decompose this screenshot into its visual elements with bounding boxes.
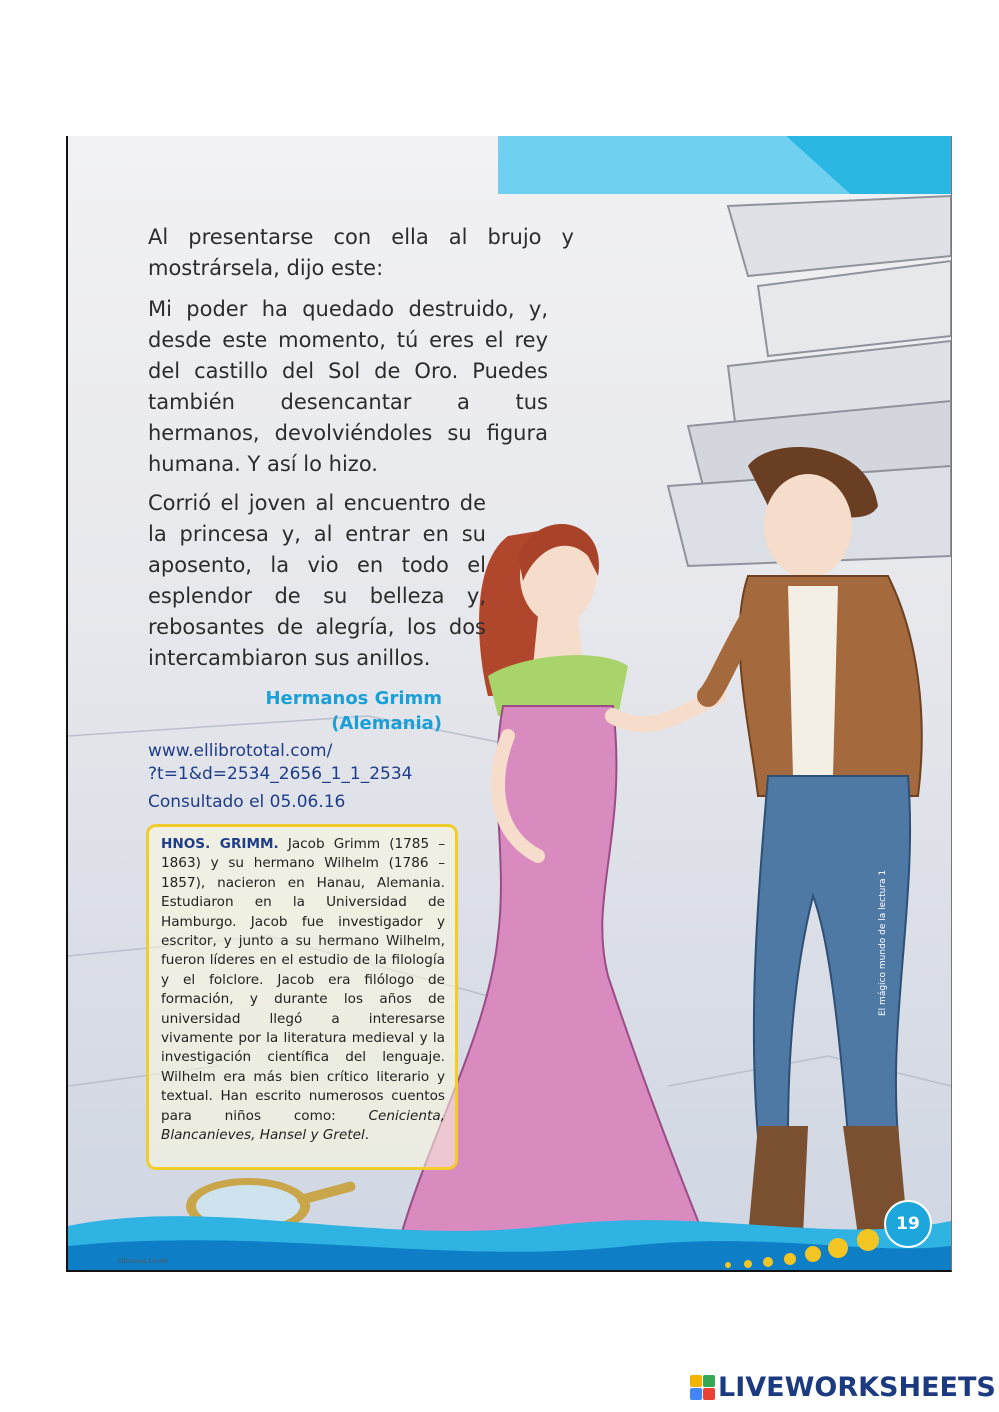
publisher-label: Ediciones Corefo [118, 1258, 169, 1265]
source-link[interactable] [148, 740, 412, 786]
author-block [218, 686, 442, 736]
paragraph-2: Mi poder ha quedado destruido, y, desde este momento, tú eres el rey del castillo del Sol de Oro. Puedes también desencantar a tus hermanos, devolviéndoles su figura humana. Y así lo hizo. [148, 297, 548, 476]
bio-label: HNOS. GRIMM. [161, 836, 279, 852]
source-url-line-1[interactable]: www.ellibrototal.com/ [148, 741, 333, 761]
paragraph-1: Al presentarse con ella al brujo y mostrársela, dijo este: [148, 225, 574, 280]
prince-figure [708, 447, 922, 1236]
bio-text: Jacob Grimm (1785 – 1863) y su hermano Wilhelm (1786 – 1857), nacieron en Hanau, Alemania. Estudiaron en la Universidad de Hamburgo. Jacob fue investigador y escritor, y junto a su hermano Wilhelm, fueron líderes en el estudio de la filología y el folclore. Jacob era filólogo de formación, y durante los años de universidad llegó a interesarse vivamente por la literatura medieval y la investigación científica del lenguaje. Wilhelm era más bien crítico literario y textual. Han escrito numerosos cuentos para niños como: [161, 836, 445, 1124]
author-bio-box [146, 824, 458, 1170]
source-url-line-2[interactable]: ?t=1&d=2534_2656_1_1_2534 [148, 764, 413, 784]
liveworksheets-logo-icon [690, 1375, 714, 1399]
series-title: El mágico mundo de la lectura 1 [878, 869, 888, 1016]
liveworksheets-brand[interactable] [690, 1372, 996, 1402]
author-name: Hermanos Grimm [265, 688, 442, 709]
bio-end: . [364, 1127, 370, 1144]
bio-titles: Cenicienta, Blancanieves, Hansel y Gretel [161, 1107, 445, 1144]
paragraph-3: Corrió el joven al encuentro de la princesa y, al entrar en su aposento, la vio en todo el esplendor de su belleza y, rebosantes de alegría, los dos intercambiaron sus anillos. [148, 491, 486, 670]
author-country: (Alemania) [331, 713, 442, 734]
brand-name: LIVEWORKSHEETS [718, 1371, 996, 1403]
page-number: 19 [884, 1200, 932, 1248]
consulted-date: Consultado el 05.06.16 [148, 792, 346, 812]
book-page [66, 136, 952, 1272]
